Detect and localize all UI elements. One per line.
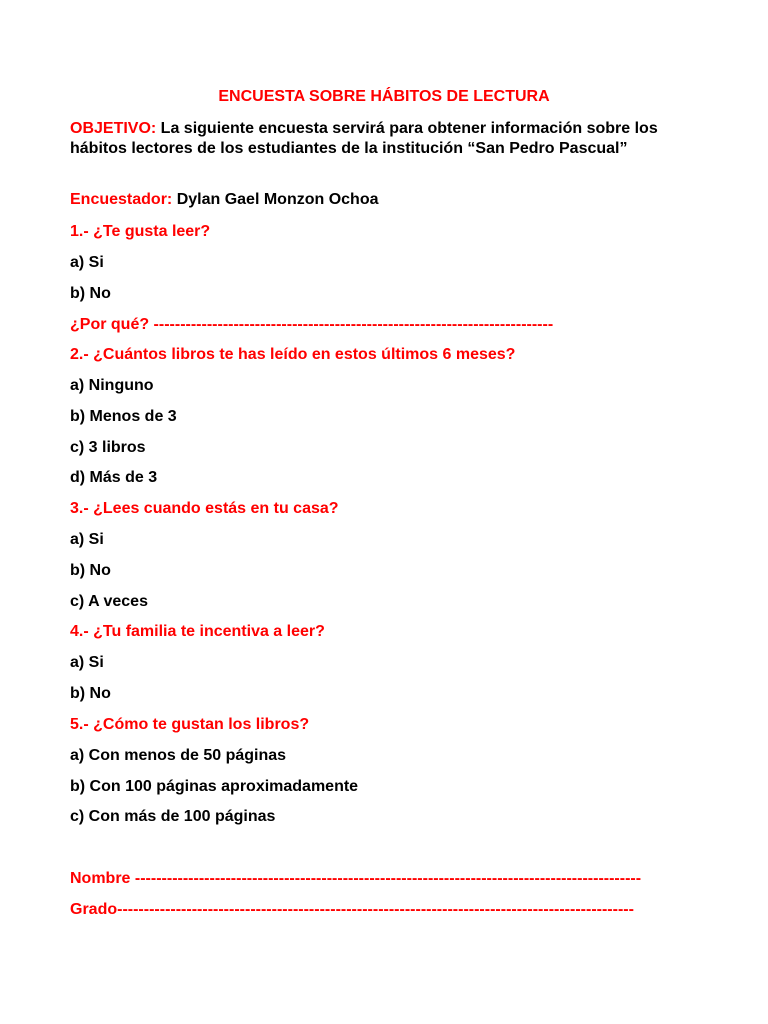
q2-option-c: c) 3 libros <box>70 439 146 456</box>
q3-option-a: a) Si <box>70 531 104 548</box>
q3-option-b: b) No <box>70 562 111 579</box>
q4-option-b: b) No <box>70 685 111 702</box>
question-4: 4.- ¿Tu familia te incentiva a leer? <box>70 623 325 640</box>
objective-text: La siguiente encuesta servirá para obtener información sobre los hábitos lectores de los estudiantes de la institución “San Pedro Pascual” <box>70 120 658 157</box>
q2-option-b: b) Menos de 3 <box>70 408 177 425</box>
name-field-line: Nombre ----------------------------------------------------------------------------------------------- <box>70 870 642 887</box>
interviewer-label: Encuestador: <box>70 191 173 208</box>
question-3: 3.- ¿Lees cuando estás en tu casa? <box>70 500 339 517</box>
interviewer-line <box>70 190 379 210</box>
q1-option-b: b) No <box>70 285 111 302</box>
q1-why-line: ¿Por qué? --------------------------------------------------------------------------- <box>70 316 554 333</box>
q5-option-a: a) Con menos de 50 páginas <box>70 747 287 764</box>
interviewer-name: Dylan Gael Monzon Ochoa <box>172 191 379 208</box>
objective-label: OBJETIVO: <box>70 120 157 137</box>
q5-option-b: b) Con 100 páginas aproximadamente <box>70 778 359 795</box>
q2-option-a: a) Ninguno <box>70 377 154 394</box>
question-2: 2.- ¿Cuántos libros te has leído en estos últimos 6 meses? <box>70 346 516 363</box>
q3-option-c: c) A veces <box>70 593 148 610</box>
question-1: 1.- ¿Te gusta leer? <box>70 223 211 240</box>
q2-option-d: d) Más de 3 <box>70 469 158 486</box>
q1-option-a: a) Si <box>70 254 104 271</box>
question-5: 5.- ¿Cómo te gustan los libros? <box>70 716 310 733</box>
q5-option-c: c) Con más de 100 páginas <box>70 808 276 825</box>
q4-option-a: a) Si <box>70 654 104 671</box>
objective-paragraph <box>70 119 670 159</box>
survey-title: ENCUESTA SOBRE HÁBITOS DE LECTURA <box>218 88 550 105</box>
grade-field-line: Grado------------------------------------------------------------------------------------------------- <box>70 901 634 918</box>
